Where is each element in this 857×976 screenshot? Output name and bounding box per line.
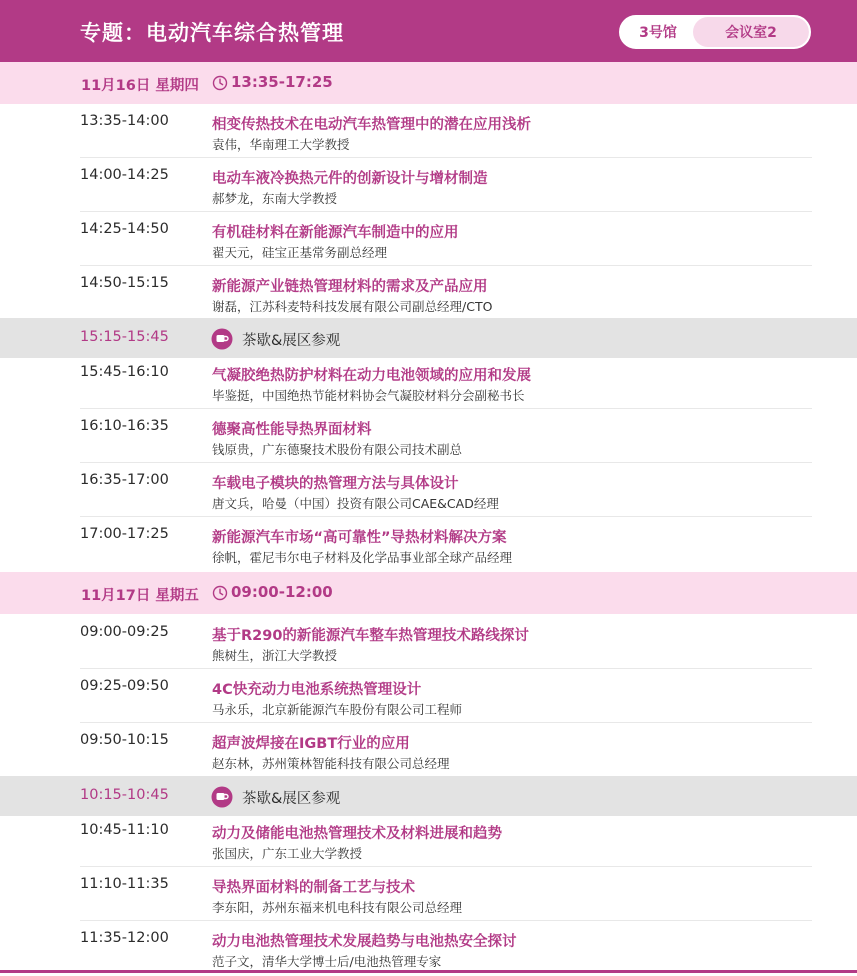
day-date: 11月17日 星期五 [81, 588, 199, 604]
session-title: 动力电池热管理技术发展趋势与电池热安全探讨 [212, 934, 517, 950]
session-speaker: 马永乐，北京新能源汽车股份有限公司工程师 [212, 702, 463, 717]
session-title: 基于R290的新能源汽车整车热管理技术路线探讨 [212, 628, 529, 644]
session-speaker: 翟天元，硅宝正基常务副总经理 [212, 245, 388, 260]
day-bar-2 [0, 572, 857, 614]
divider [80, 211, 812, 212]
session-title: 新能源汽车市场“高可靠性”导热材料解决方案 [212, 530, 507, 546]
session-speaker: 毕鉴挺，中国绝热节能材料协会气凝胶材料分会副秘书长 [212, 388, 525, 403]
session-speaker: 郝梦龙，东南大学教授 [212, 191, 338, 206]
session-speaker: 张国庆，广东工业大学教授 [212, 846, 363, 861]
divider [80, 157, 812, 158]
divider [80, 516, 812, 517]
session-speaker: 谢磊，江苏科麦特科技发展有限公司副总经理/CTO [212, 299, 493, 314]
bottom-border [0, 970, 857, 973]
session-speaker: 范子文，清华大学博士后/电池热管理专家 [212, 954, 442, 969]
session-title: 气凝胶绝热防护材料在动力电池领域的应用和发展 [212, 368, 531, 384]
session-time: 14:25-14:50 [80, 221, 169, 237]
session-title: 德聚高性能导热界面材料 [212, 422, 372, 438]
session-title: 4C快充动力电池系统热管理设计 [212, 682, 422, 698]
coffee-cup-icon [211, 328, 233, 350]
day-time-range: 13:35-17:25 [231, 73, 333, 91]
session-title: 新能源产业链热管理材料的需求及产品应用 [212, 279, 488, 295]
divider [80, 866, 812, 867]
session-title: 动力及储能电池热管理技术及材料进展和趋势 [212, 826, 502, 842]
divider [80, 265, 812, 266]
break-label: 茶歇&展区参观 [242, 333, 341, 349]
topic-header [0, 0, 857, 62]
session-time: 17:00-17:25 [80, 526, 169, 542]
divider [80, 408, 812, 409]
session-time: 09:25-09:50 [80, 678, 169, 694]
session-time: 10:45-11:10 [80, 822, 169, 838]
session-time: 13:35-14:00 [80, 113, 169, 129]
session-title: 相变传热技术在电动汽车热管理中的潜在应用浅析 [212, 117, 531, 133]
session-time: 09:50-10:15 [80, 732, 169, 748]
session-time: 14:50-15:15 [80, 275, 169, 291]
break-bar-1 [0, 318, 857, 358]
session-time: 16:10-16:35 [80, 418, 169, 434]
session-speaker: 熊树生，浙江大学教授 [212, 648, 338, 663]
session-time: 14:00-14:25 [80, 167, 169, 183]
day-date: 11月16日 星期四 [81, 78, 199, 94]
clock-icon [212, 585, 228, 601]
session-time: 16:35-17:00 [80, 472, 169, 488]
divider [80, 722, 812, 723]
venue-hall: 3号馆 [621, 17, 695, 47]
day-time-range: 09:00-12:00 [231, 583, 333, 601]
session-speaker: 徐帆，霍尼韦尔电子材料及化学品事业部全球产品经理 [212, 550, 513, 565]
divider [80, 668, 812, 669]
session-title: 导热界面材料的制备工艺与技术 [212, 880, 415, 896]
session-title: 有机硅材料在新能源汽车制造中的应用 [212, 225, 459, 241]
session-speaker: 赵东林，苏州策林智能科技有限公司总经理 [212, 756, 450, 771]
venue-room: 会议室2 [693, 17, 809, 47]
divider [80, 920, 812, 921]
topic-title: 专题：电动汽车综合热管理 [80, 21, 344, 45]
session-title: 超声波焊接在IGBT行业的应用 [212, 736, 410, 752]
day-bar-1 [0, 62, 857, 104]
break-time: 10:15-10:45 [80, 787, 169, 803]
divider [80, 462, 812, 463]
coffee-cup-icon [211, 786, 233, 808]
session-time: 11:35-12:00 [80, 930, 169, 946]
session-speaker: 袁伟，华南理工大学教授 [212, 137, 350, 152]
session-speaker: 钱原贵，广东德聚技术股份有限公司技术副总 [212, 442, 463, 457]
break-label: 茶歇&展区参观 [242, 791, 341, 807]
session-time: 15:45-16:10 [80, 364, 169, 380]
session-title: 车载电子模块的热管理方法与具体设计 [212, 476, 459, 492]
session-speaker: 李东阳，苏州东福来机电科技有限公司总经理 [212, 900, 463, 915]
venue-badge [619, 15, 811, 49]
break-bar-2 [0, 776, 857, 816]
session-time: 11:10-11:35 [80, 876, 169, 892]
session-title: 电动车液冷换热元件的创新设计与增材制造 [212, 171, 488, 187]
session-time: 09:00-09:25 [80, 624, 169, 640]
clock-icon [212, 75, 228, 91]
break-time: 15:15-15:45 [80, 329, 169, 345]
session-speaker: 唐文兵，哈曼（中国）投资有限公司CAE&CAD经理 [212, 496, 499, 511]
